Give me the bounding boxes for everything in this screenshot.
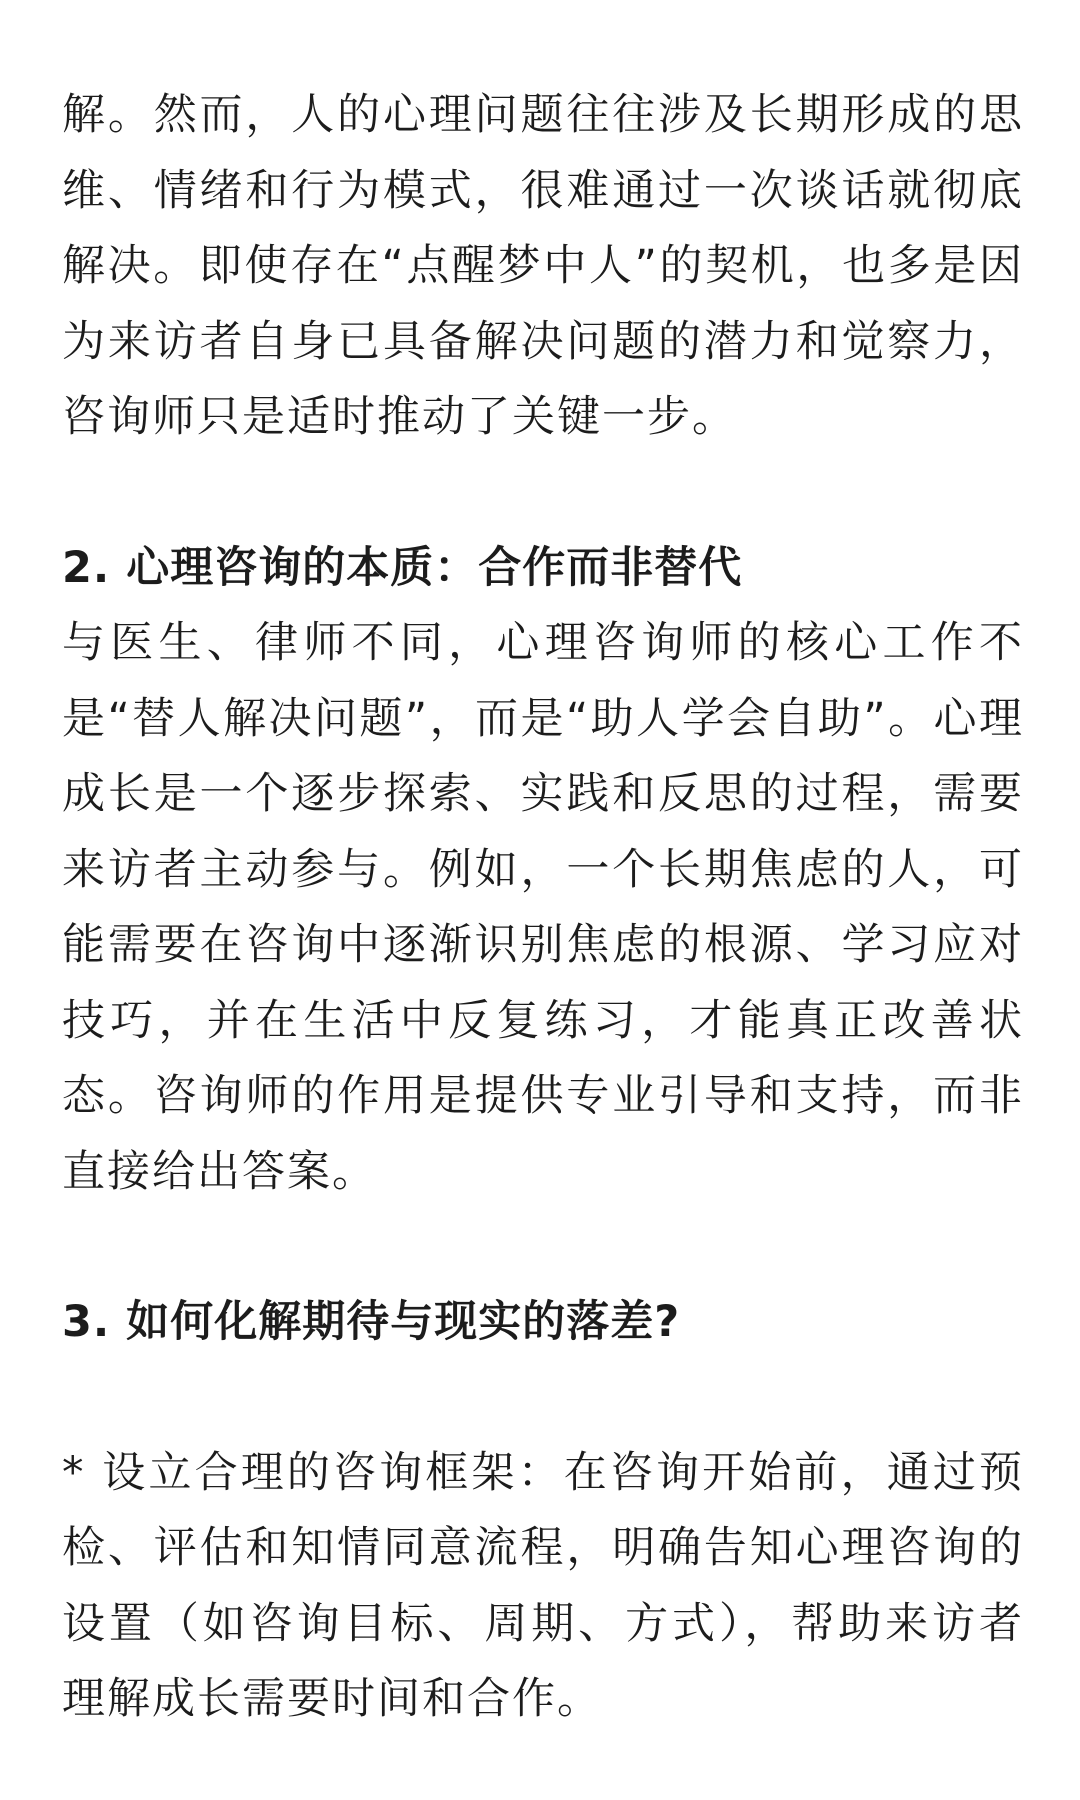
spacer	[62, 456, 1024, 531]
article-body	[62, 78, 1024, 1738]
spacer	[62, 1361, 1024, 1436]
spacer	[62, 1210, 1024, 1285]
section-2-heading: 2. 心理咨询的本质：合作而非替代	[62, 542, 743, 593]
section-3-heading: 3. 如何化解期待与现实的落差?	[62, 1297, 681, 1347]
intro-paragraph: 解。然而，人的心理问题往往涉及长期形成的思维、情绪和行为模式，很难通过一次谈话就彻底解决。即使存在“点醒梦中人”的契机，也多是因为来访者自身已具备解决问题的潜力和觉察力，咨询师只是适时推动了关键一步。	[62, 90, 1024, 442]
section-2-paragraph: 与医生、律师不同，心理咨询师的核心工作不是“替人解决问题”，而是“助人学会自助”。心理成长是一个逐步探索、实践和反思的过程，需要来访者主动参与。例如，一个长期焦虑的人，可能需要在咨询中逐渐识别焦虑的根源、学习应对技巧，并在生活中反复练习，才能真正改善状态。咨询师的作用是提供专业引导和支持，而非直接给出答案。	[62, 618, 1024, 1197]
bullet-item: * 设立合理的咨询框架：在咨询开始前，通过预检、评估和知情同意流程，明确告知心理咨询的设置（如咨询目标、周期、方式），帮助来访者理解成长需要时间和合作。	[62, 1447, 1024, 1724]
